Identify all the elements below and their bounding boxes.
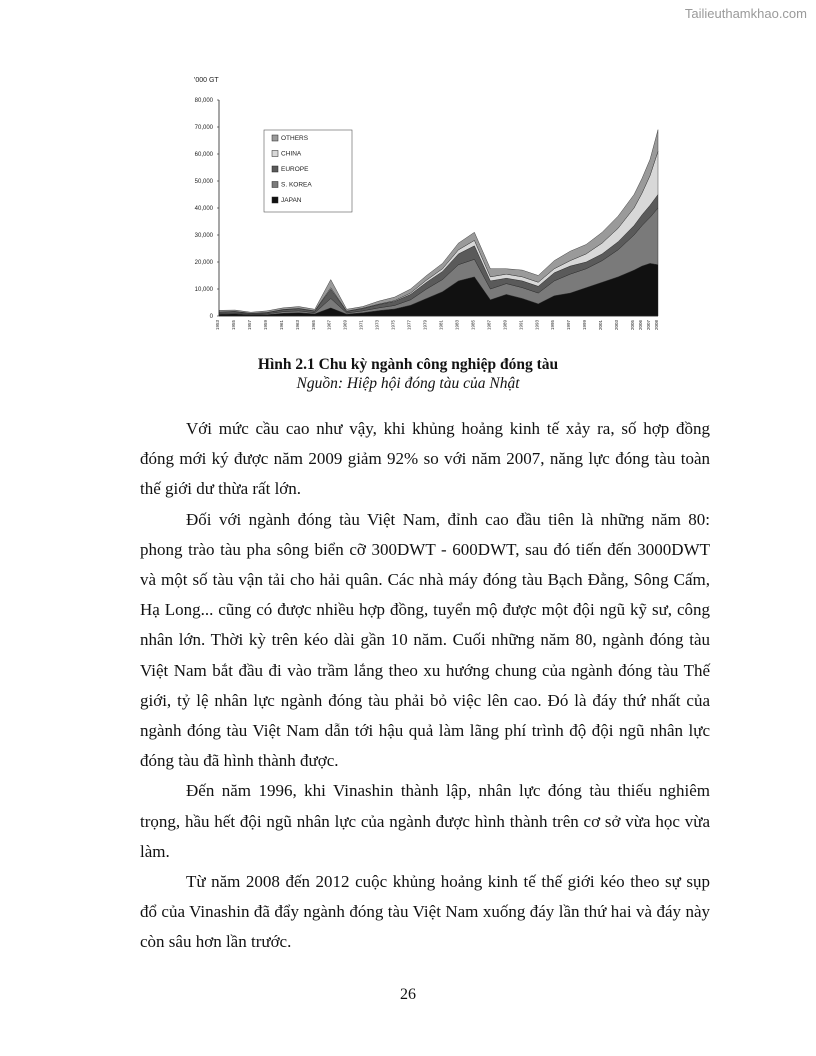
x-tick-labels — [215, 320, 659, 331]
figure-caption-source: Nguồn: Hiệp hội đóng tàu của Nhật — [296, 375, 520, 392]
page-number: 26 — [400, 986, 416, 1003]
x-tick-label: 1969 — [342, 320, 348, 331]
paragraph: Từ năm 2008 đến 2012 cuộc khủng hoảng kinh tế thế giới kéo theo sự sụp đổ của Vinashin đã đẩy ngành đóng tàu Việt Nam xuống đáy lần thứ hai và đáy này còn sâu hơn lần trước. — [140, 872, 710, 952]
x-tick-label: 1989 — [502, 320, 508, 331]
paragraph: Đến năm 1996, khi Vinashin thành lập, nhân lực đóng tàu thiếu nghiêm trọng, hầu hết đội ngũ nhân lực của ngành được hình thành trên cơ sở vừa học vừa làm. — [140, 781, 710, 861]
legend-label: EUROPE — [281, 166, 309, 173]
x-tick-label: 1999 — [582, 320, 588, 331]
x-tick-label: 1979 — [422, 320, 428, 331]
x-tick-label: 1957 — [246, 320, 252, 331]
y-axis-label: '000 GT — [194, 77, 219, 84]
legend-label: CHINA — [281, 150, 302, 158]
x-tick-label: 1997 — [566, 320, 572, 331]
legend-label: OTHERS — [281, 135, 309, 142]
x-tick-label: 1993 — [534, 320, 540, 331]
legend-swatch — [272, 166, 278, 172]
x-tick-label: 1981 — [438, 320, 444, 331]
x-tick-label: 1967 — [326, 320, 332, 331]
watermark: Tailieuthamkhao.com — [684, 6, 807, 21]
y-tick-label: 60,000 — [194, 152, 213, 158]
x-tick-label: 1961 — [278, 320, 284, 331]
x-tick-label: 2005 — [630, 320, 636, 331]
y-tick-label: 0 — [209, 314, 213, 320]
x-tick-label: 2001 — [598, 320, 604, 331]
x-tick-label: 1965 — [310, 320, 316, 331]
paragraph: Đối với ngành đóng tàu Việt Nam, đỉnh cao đầu tiên là những năm 80: phong trào tàu pha sông biển cỡ 300DWT - 600DWT, sau đó tiến đến 3000DWT và một số tàu vận tải cho hải quân. Các nhà máy đóng tàu Bạch Đằng, Sông Cấm, Hạ Long... cũng có được nhiều hợp đồng, tuyển mộ được một đội ngũ kỹ sư, công nhân lớn. Thời kỳ trên kéo dài gần 10 năm. Cuối những năm 80, ngành đóng tàu Việt Nam bắt đầu đi vào trầm lắng theo xu hướng chung của ngành đóng tàu Thế giới, tỷ lệ nhân lực ngành đóng tàu phải bỏ việc lên cao. Đó là đáy thứ nhất của ngành đóng tàu Việt Nam dẫn tới hậu quả làm lãng phí trình độ đội ngũ nhân lực đóng tàu đã hình thành được. — [140, 509, 710, 771]
x-tick-label: 1991 — [518, 320, 524, 331]
legend-swatch — [272, 197, 278, 203]
x-tick-label: 1975 — [390, 320, 396, 331]
y-tick-label: 10,000 — [194, 287, 213, 293]
x-tick-label: 1955 — [230, 320, 236, 331]
x-tick-label: 1953 — [215, 320, 220, 331]
x-tick-label: 1985 — [470, 320, 476, 331]
body-text — [140, 414, 710, 958]
y-tick-label: 80,000 — [194, 98, 213, 104]
chart-svg — [186, 68, 666, 343]
x-tick-label: 2003 — [614, 320, 620, 331]
x-tick-label: 2006 — [638, 320, 644, 331]
x-tick-label: 1995 — [550, 320, 556, 331]
y-tick-label: 50,000 — [194, 179, 213, 185]
legend-label: JAPAN — [281, 197, 302, 204]
x-tick-label: 1959 — [262, 320, 268, 331]
x-tick-label: 1971 — [358, 320, 364, 331]
y-tick-label: 40,000 — [194, 206, 213, 212]
legend-label: S. KOREA — [281, 181, 312, 189]
paragraph: Với mức cầu cao như vậy, khi khủng hoảng kinh tế xảy ra, số hợp đồng đóng mới ký được năm 2009 giảm 92% so với năm 2007, năng lực đóng tàu toàn thế giới dư thừa rất lớn. — [140, 419, 710, 499]
figure-caption-title: Hình 2.1 Chu kỳ ngành công nghiệp đóng tàu — [257, 356, 559, 373]
shipbuilding-cycle-chart — [186, 68, 666, 343]
y-tick-label: 30,000 — [194, 233, 213, 239]
x-tick-label: 2007 — [646, 320, 652, 331]
y-tick-label: 70,000 — [194, 125, 213, 131]
legend — [264, 130, 352, 212]
y-tick-label: 20,000 — [194, 260, 213, 266]
y-tick-labels — [195, 98, 219, 320]
x-tick-label: 1983 — [454, 320, 460, 331]
legend-swatch — [272, 182, 278, 188]
x-tick-label: 1987 — [486, 320, 492, 331]
x-tick-label: 1973 — [374, 320, 380, 331]
legend-swatch — [272, 135, 278, 141]
legend-swatch — [272, 151, 278, 157]
x-tick-label: 1963 — [294, 320, 300, 331]
x-tick-label: 2008 — [654, 320, 659, 331]
x-tick-label: 1977 — [406, 320, 412, 331]
